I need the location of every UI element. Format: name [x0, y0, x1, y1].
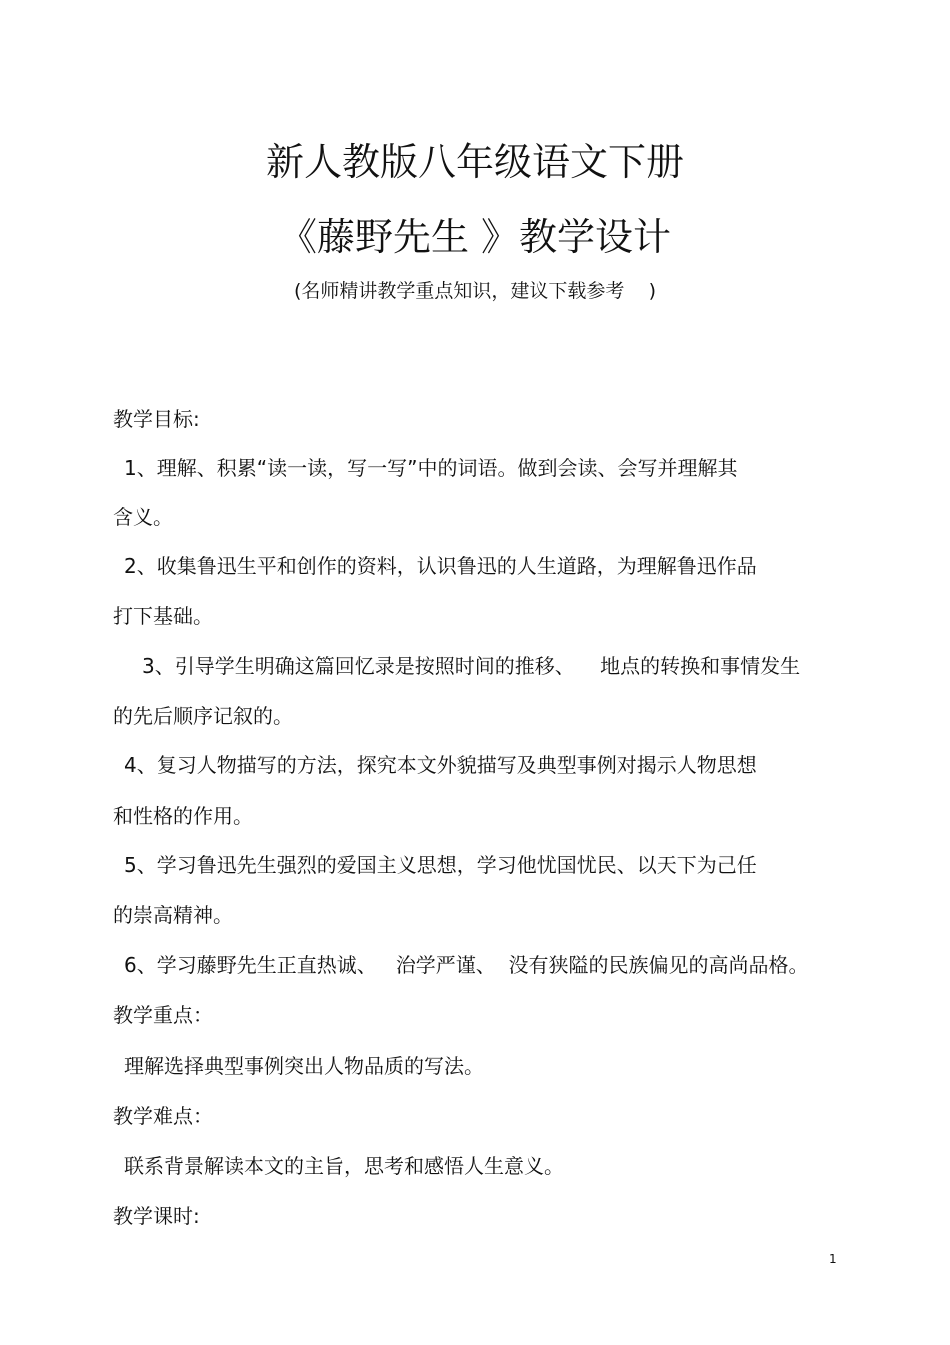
key-point-heading: 教学重点： [113, 1003, 213, 1027]
goal-item-3-line2: 的先后顺序记叙的。 [113, 704, 293, 728]
page-number: 1 [829, 1252, 837, 1266]
key-point-text: 理解选择典型事例突出人物品质的写法。 [124, 1054, 484, 1078]
goal-item-2-line1: 2、收集鲁迅生平和创作的资料，认识鲁迅的人生道路，为理解鲁迅作品 [124, 554, 757, 578]
difficulty-text: 联系背景解读本文的主旨，思考和感悟人生意义。 [124, 1154, 564, 1178]
goals-heading: 教学目标: [113, 407, 200, 431]
class-hours-heading: 教学课时: [113, 1204, 200, 1228]
goal-item-5-line2: 的崇高精神。 [113, 903, 233, 927]
goal-item-5-line1: 5、学习鲁迅先生强烈的爱国主义思想，学习他忧国忧民、以天下为己任 [124, 853, 757, 877]
goal-item-1-line1: 1、理解、积累“读一读，写一写”中的词语。做到会读、会写并理解其 [124, 456, 738, 480]
goal-item-6: 6、学习藤野先生正直热诚、 治学严谨、 没有狭隘的民族偏见的高尚品格。 [124, 953, 809, 977]
goal-item-4-line1: 4、复习人物描写的方法，探究本文外貌描写及典型事例对揭示人物思想 [124, 753, 757, 777]
difficulty-heading: 教学难点： [113, 1104, 213, 1128]
goal-item-4-line2: 和性格的作用。 [113, 804, 253, 828]
goal-item-2-line2: 打下基础。 [113, 604, 213, 628]
goal-item-1-line2: 含义。 [113, 505, 173, 529]
document-title: 新人教版八年级语文下册 [265, 140, 684, 184]
document-title-line2: 《藤野先生 》教学设计 [278, 215, 672, 259]
document-subtitle: (名师精讲教学重点知识，建议下载参考 ) [294, 280, 656, 302]
goal-item-3-line1: 3、引导学生明确这篇回忆录是按照时间的推移、 地点的转换和事情发生 [142, 654, 801, 678]
